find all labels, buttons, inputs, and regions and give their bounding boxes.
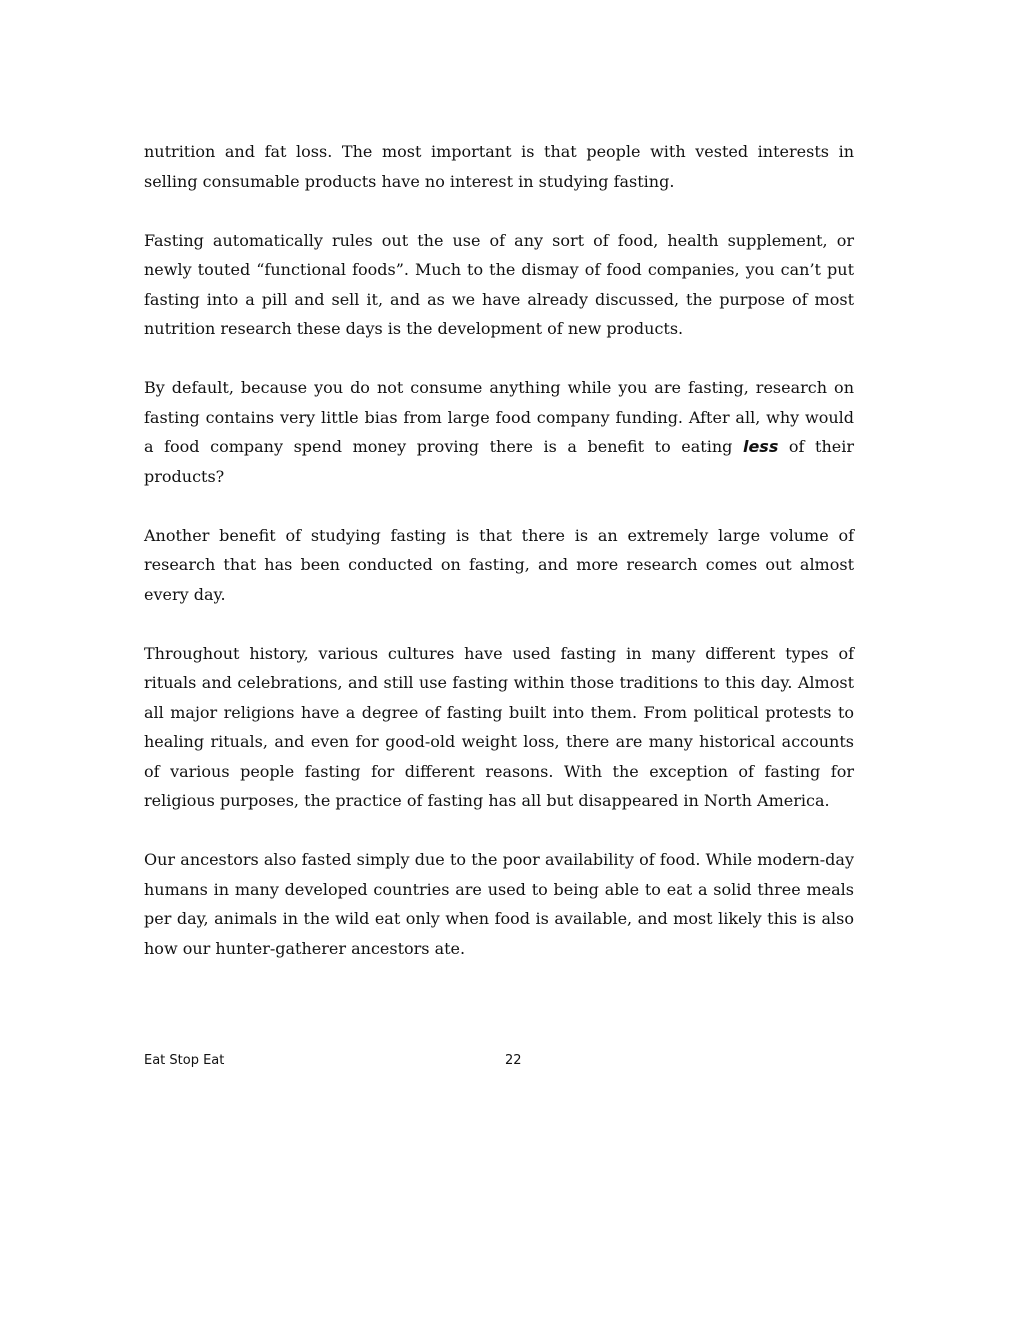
paragraph-2: Fasting automatically rules out the use of any sort of food, health supplement, or newly touted “functional foods”. Much to the dismay of food companies, you can’t put fasting into a pill and sell it, and as we have already discussed, the purpose of most nutrition research these days is the development of new products. — [144, 230, 854, 338]
emphasis-less: less — [742, 437, 779, 456]
paragraph-6: Our ancestors also fasted simply due to the poor availability of food. While modern-day humans in many developed countries are used to being able to eat a solid three meals per day, animals in the wild eat only when food is available, and most likely this is also how our hunter-gatherer ancestors ate. — [144, 850, 854, 958]
paragraph-3-text-start: By default, because you do not consume anything while you are fasting, research on fasting contains very little bias from large food company funding. After all, why would a food company spend money proving there is a benefit to eating — [144, 378, 854, 456]
paragraph-5: Throughout history, various cultures have used fasting in many different types of rituals and celebrations, and still use fasting within those traditions to this day. Almost all major religions have a degree of fasting built into them. From political protests to healing rituals, and even for good-old weight loss, there are many historical accounts of various people fasting for different reasons. With the exception of fasting for religious purposes, the practice of fasting has all but disappeared in North America. — [144, 643, 854, 810]
paragraph-3-text-end: of their products? — [144, 437, 855, 486]
footer-book-title: Eat Stop Eat — [144, 1053, 225, 1068]
paragraph-3 — [144, 373, 854, 491]
page-body — [144, 137, 854, 993]
footer-page-number: 22 — [505, 1053, 522, 1068]
paragraph-4: Another benefit of studying fasting is that there is an extremely large volume of research that has been conducted on fasting, and more research comes out almost every day. — [144, 525, 854, 604]
paragraph-1: nutrition and fat loss. The most important is that people with vested interests in selling consumable products have no interest in studying fasting. — [144, 142, 854, 191]
